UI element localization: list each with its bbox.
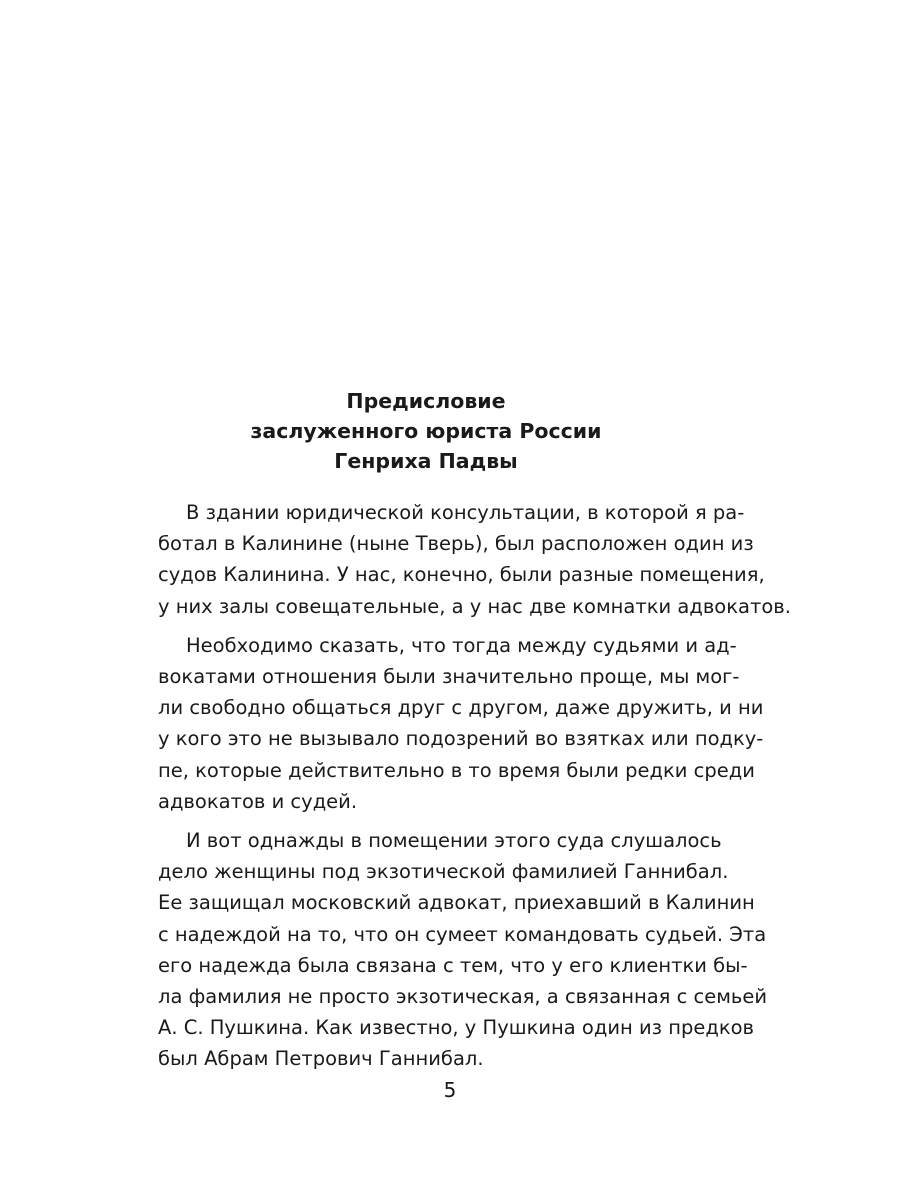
text-line: Необходимо сказать, что тогда между судьями и ад-: [186, 633, 737, 657]
text-line: пе, которые действительно в то время были редки среди: [158, 758, 755, 782]
text-line: ботал в Калинине (ныне Тверь), был расположен один из: [158, 532, 754, 556]
paragraph: [158, 497, 791, 622]
text-line: его надежда была связана с тем, что у его клиентки бы-: [158, 953, 748, 977]
text-line: был Абрам Петрович Ганнибал.: [158, 1047, 484, 1071]
chapter-heading: [158, 386, 694, 476]
text-line: Ее защищал московский адвокат, приехавший в Калинин: [158, 891, 755, 915]
text-line: с надеждой на то, что он сумеет командовать судьей. Эта: [158, 922, 767, 946]
text-line: у них залы совещательные, а у нас две комнатки адвокатов.: [158, 594, 791, 618]
text-line: адвокатов и судей.: [158, 789, 358, 813]
text-line: И вот однажды в помещении этого суда слушалось: [186, 829, 722, 853]
page-number: 5: [443, 1078, 457, 1102]
text-line: В здании юридической консультации, в которой я ра-: [186, 501, 745, 524]
text-line: судов Калинина. У нас, конечно, были разные помещения,: [158, 563, 765, 587]
text-line: А. С. Пушкина. Как известно, у Пушкина один из предков: [158, 1016, 755, 1040]
paragraph: [158, 630, 764, 817]
paragraph: [158, 825, 768, 1075]
text-line: у кого это не вызывало подозрений во взятках или подку-: [158, 727, 764, 751]
heading-line: заслуженного юриста России: [250, 419, 602, 443]
text-line: вокатами отношения были значительно проще, мы мог-: [158, 665, 740, 689]
body-text: [158, 497, 791, 1083]
heading-line: Генриха Падвы: [334, 449, 518, 473]
text-line: ли свободно общаться друг с другом, даже дружить, и ни: [158, 696, 764, 720]
text-line: ла фамилия не просто экзотическая, а связанная с семьей: [158, 985, 768, 1009]
heading-line: Предисловие: [346, 389, 506, 413]
text-line: дело женщины под экзотической фамилией Ганнибал.: [158, 860, 729, 884]
